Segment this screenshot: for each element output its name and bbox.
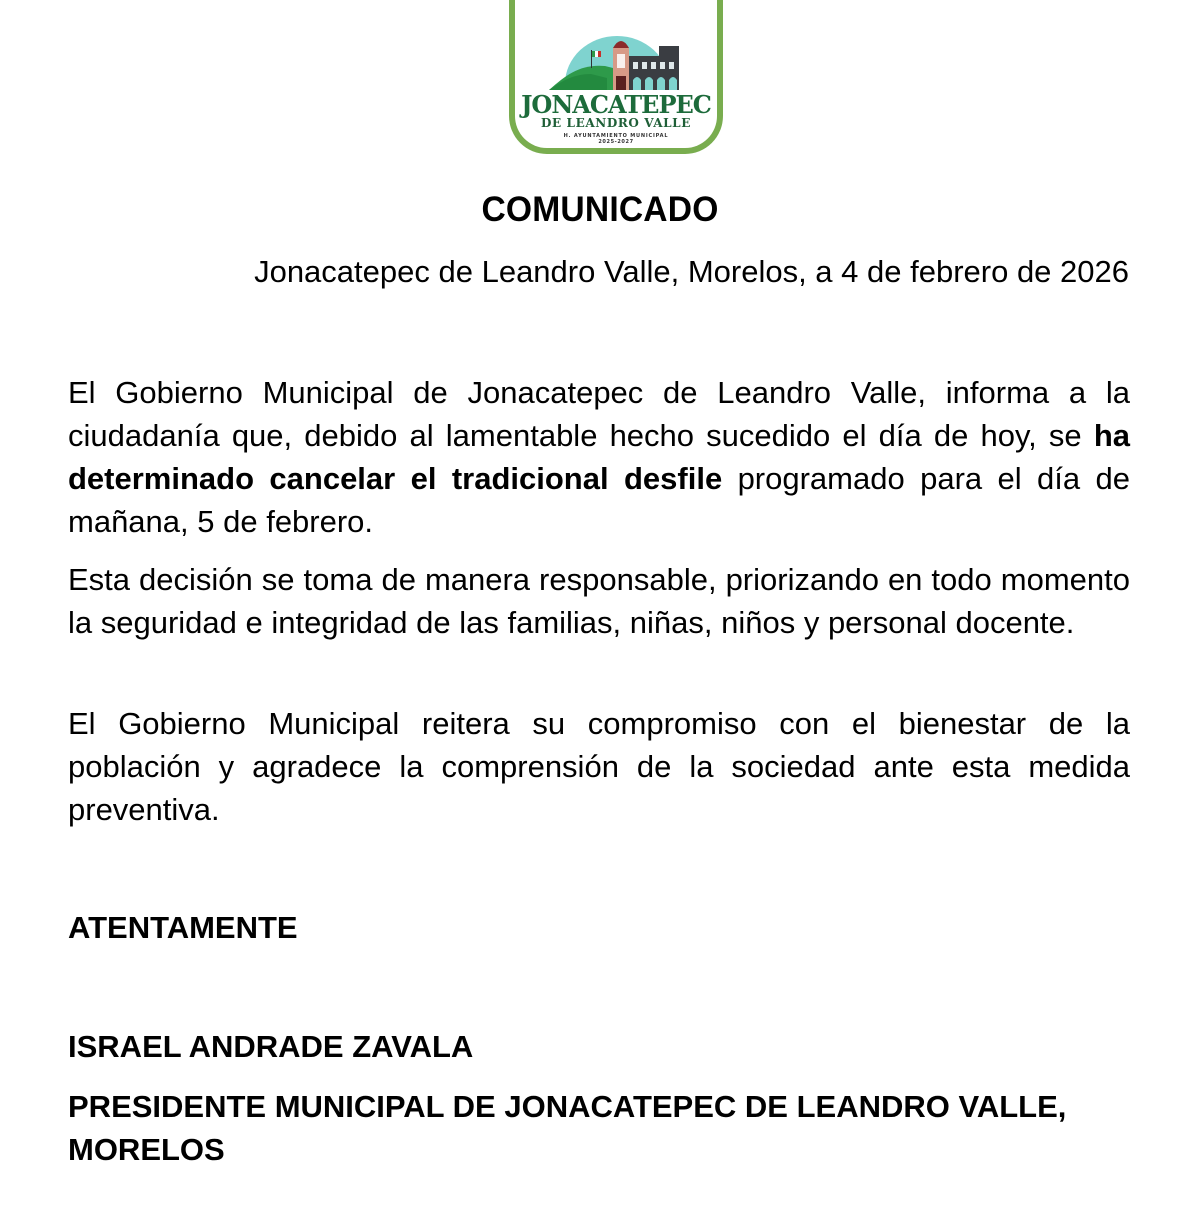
flag-pole xyxy=(591,50,592,68)
paragraph-commitment: El Gobierno Municipal reitera su compromiso con el bienestar de la población y agradece la comprensión de la sociedad ante esta medida preventiva. xyxy=(68,706,1130,827)
town-landmarks-icon xyxy=(547,34,687,90)
flag-white xyxy=(595,51,598,57)
signer-title: PRESIDENTE MUNICIPAL DE JONACATEPEC DE LEANDRO VALLE, MORELOS xyxy=(68,1089,1067,1167)
document-title: COMUNICADO xyxy=(481,190,719,229)
logo-period: 2025-2027 xyxy=(598,139,634,145)
signer-name: ISRAEL ANDRADE ZAVALA xyxy=(68,1029,474,1064)
paragraph-text: El Gobierno Municipal de Jonacatepec de Leandro Valle, informa a la ciudadanía que, debido al lamentable hecho sucedido el día de hoy, se xyxy=(68,375,1130,453)
hill-shade xyxy=(549,74,607,90)
flag-red xyxy=(598,51,601,57)
building-top xyxy=(659,46,679,58)
tower-windows xyxy=(617,54,625,68)
tower-door xyxy=(616,76,626,90)
logo-town-name: JONACATEPEC xyxy=(521,90,711,119)
logo-town-subname: DE LEANDRO VALLE xyxy=(541,116,691,130)
paragraph-decision: Esta decisión se toma de manera responsable, priorizando en todo momento la seguridad e integridad de las familias, niñas, niños y personal docente. xyxy=(68,562,1130,640)
flag-green xyxy=(592,51,595,57)
emphasis-text: ha determinado cancelar el tradicional desfile xyxy=(68,418,1130,496)
logo-ayuntamiento: H. AYUNTAMIENTO MUNICIPAL xyxy=(563,133,669,139)
paragraph-text: programado para el día de mañana, 5 de febrero. xyxy=(68,461,1130,539)
place-and-date: Jonacatepec de Leandro Valle, Morelos, a 4 de febrero de 2026 xyxy=(254,254,1129,289)
closing-salutation: ATENTAMENTE xyxy=(68,910,298,945)
paragraph-cancellation xyxy=(68,371,1130,543)
municipal-logo xyxy=(509,0,723,154)
